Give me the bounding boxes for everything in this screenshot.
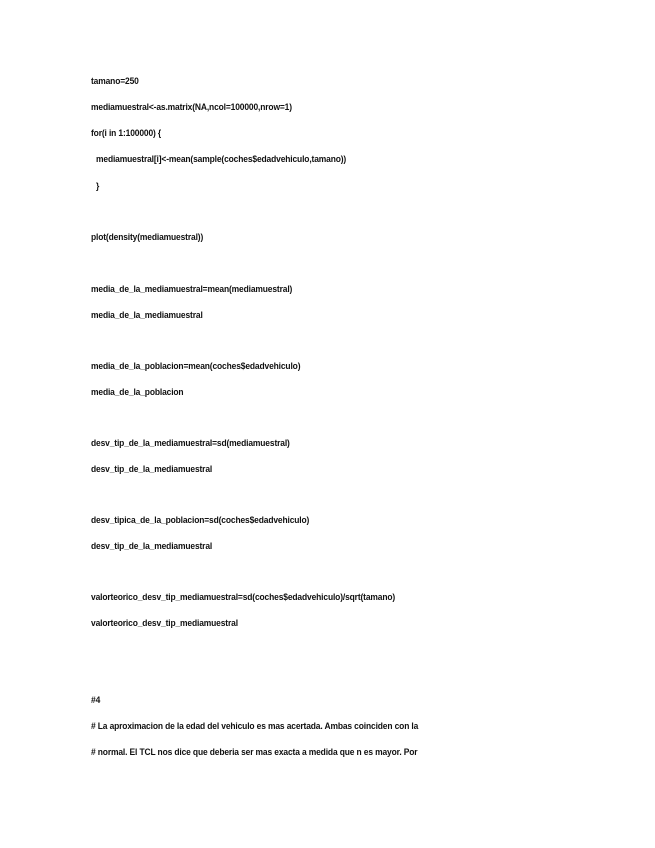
code-line: plot(density(mediamuestral)) (91, 232, 204, 242)
code-line: mediamuestral[i]<-mean(sample(coches$edadvehiculo,tamano)) (96, 154, 347, 164)
code-line: } (96, 181, 100, 191)
comment-line: # La aproximacion de la edad del vehiculo es mas acertada. Ambas coinciden con la (91, 721, 419, 731)
code-line: desv_tipica_de_la_poblacion=sd(coches$edadvehiculo) (91, 515, 310, 525)
code-line: tamano=250 (91, 76, 139, 86)
code-line: for(i in 1:100000) { (91, 128, 162, 138)
code-line: desv_tip_de_la_mediamuestral (91, 541, 213, 551)
code-line: media_de_la_poblacion (91, 387, 184, 397)
code-line: valorteorico_desv_tip_mediamuestral=sd(coches$edadvehiculo)/sqrt(tamano) (91, 592, 396, 602)
code-line: mediamuestral<-as.matrix(NA,ncol=100000,nrow=1) (91, 102, 292, 112)
code-line: media_de_la_mediamuestral (91, 310, 203, 320)
code-line: media_de_la_poblacion=mean(coches$edadvehiculo) (91, 361, 301, 371)
comment-line: #4 (91, 695, 101, 705)
code-line: desv_tip_de_la_mediamuestral (91, 464, 213, 474)
comment-line: # normal. El TCL nos dice que deberia ser mas exacta a medida que n es mayor. Por (91, 747, 418, 757)
code-line: media_de_la_mediamuestral=mean(mediamuestral) (91, 284, 293, 294)
code-line: desv_tip_de_la_mediamuestral=sd(mediamuestral) (91, 438, 290, 448)
code-line: valorteorico_desv_tip_mediamuestral (91, 618, 238, 628)
